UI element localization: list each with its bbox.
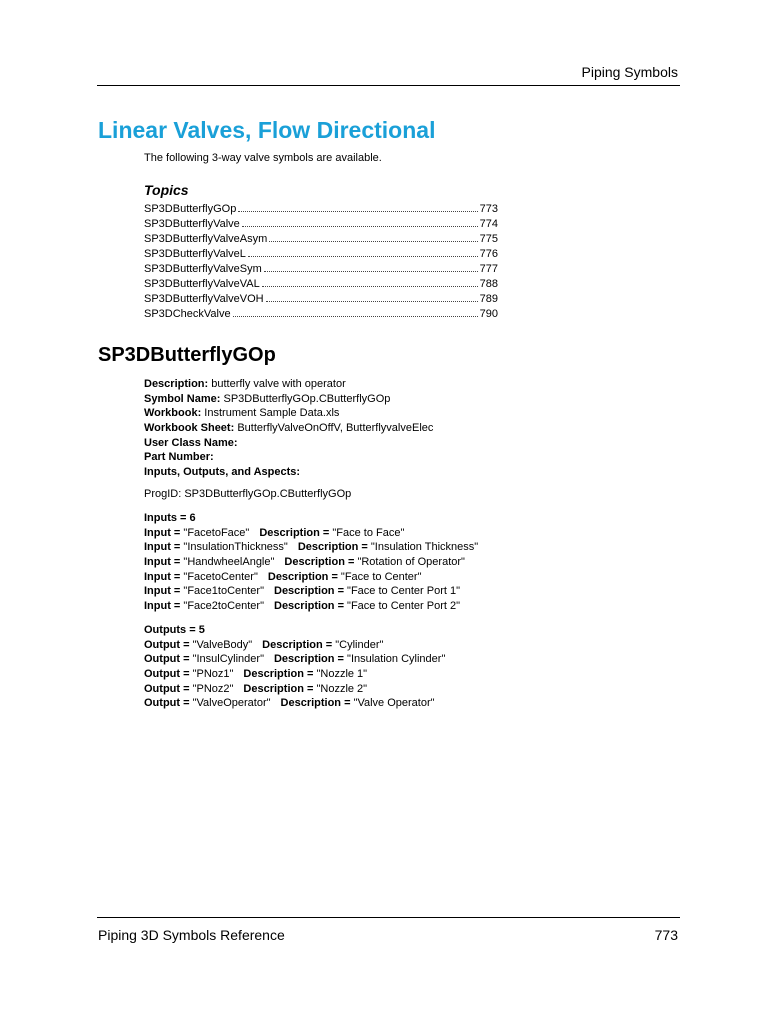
description-keyword: Description = [274,585,344,598]
description-value: "Face to Center Port 1" [344,585,461,598]
toc-entry-label: SP3DButterflyValve [144,218,240,230]
topics-list [144,201,498,321]
description-value: "Nozzle 2" [313,682,368,695]
input-row [144,570,478,585]
page-number: 773 [654,927,678,943]
toc-entry-page: 775 [479,233,498,245]
toc-entry-label: SP3DButterflyValveVOH [144,293,264,305]
outputs-heading: Outputs = 5 [144,624,205,636]
input-value: "FacetoFace" [180,526,250,539]
input-row [144,584,478,599]
description-keyword: Description = [259,526,330,539]
description-value: "Cylinder" [332,638,384,651]
footer-rule [97,917,680,918]
description-keyword: Description = [297,541,368,554]
output-value: "ValveOperator" [189,697,271,710]
description-value: "Nozzle 1" [313,668,368,681]
input-row [144,526,478,541]
topics-heading: Topics [144,182,189,198]
toc-entry-page: 776 [479,248,498,260]
input-value: "Face1toCenter" [180,585,264,598]
description-value: "Insulation Thickness" [367,541,479,554]
toc-leader-dots [266,291,478,302]
toc-entry-page: 774 [479,218,498,230]
input-row [144,540,478,555]
input-keyword: Input = [144,541,181,554]
property-row [144,421,433,436]
toc-entry-page: 773 [479,203,498,215]
input-keyword: Input = [144,526,181,539]
toc-entry[interactable] [144,231,498,246]
output-value: "PNoz2" [189,682,234,695]
output-row [144,696,445,711]
toc-entry[interactable] [144,201,498,216]
property-value: ButterflyValveOnOffV, ButterflyvalveElec [234,422,434,435]
description-value: "Face to Center" [337,570,422,583]
toc-entry-page: 789 [479,293,498,305]
header-rule [97,85,680,86]
property-row [144,465,433,480]
description-value: "Rotation of Operator" [354,556,465,569]
description-value: "Insulation Cylinder" [343,653,446,666]
toc-leader-dots [264,261,478,272]
chapter-title: Linear Valves, Flow Directional [98,117,436,143]
input-keyword: Input = [144,600,181,613]
input-keyword: Input = [144,570,181,583]
toc-entry-page: 788 [479,278,498,290]
output-keyword: Output = [144,638,190,651]
description-value: "Face to Center Port 2" [344,600,461,613]
toc-leader-dots [269,231,477,242]
description-keyword: Description = [243,682,314,695]
property-row [144,450,433,465]
property-label: User Class Name: [144,436,238,449]
property-label: Workbook: [144,407,202,420]
description-keyword: Description = [243,668,314,681]
running-header: Piping Symbols [581,64,678,80]
property-value: butterfly valve with operator [208,378,346,390]
property-label: Part Number: [144,451,214,464]
input-row [144,599,478,614]
property-label: Symbol Name: [144,392,221,405]
toc-entry-label: SP3DCheckValve [144,308,231,320]
description-keyword: Description = [267,570,338,583]
description-keyword: Description = [273,653,344,666]
output-keyword: Output = [144,682,190,695]
toc-entry[interactable] [144,306,498,321]
output-row [144,638,445,653]
property-label: Description: [144,378,209,390]
toc-leader-dots [238,201,477,212]
input-row [144,555,478,570]
property-value: Instrument Sample Data.xls [201,407,340,420]
description-value: "Valve Operator" [350,697,435,710]
input-keyword: Input = [144,585,181,598]
description-keyword: Description = [280,697,351,710]
description-value: "Face to Face" [329,526,405,539]
toc-entry[interactable] [144,246,498,261]
property-row [144,436,433,451]
footer-title: Piping 3D Symbols Reference [98,927,285,943]
property-label: Inputs, Outputs, and Aspects: [144,466,301,479]
progid-line: ProgID: SP3DButterflyGOp.CButterflyGOp [144,488,352,500]
toc-entry[interactable] [144,216,498,231]
outputs-block [144,623,445,711]
property-row [144,377,433,392]
output-value: "ValveBody" [189,638,253,651]
input-value: "Face2toCenter" [180,600,264,613]
output-keyword: Output = [144,697,190,710]
property-value: SP3DButterflyGOp.CButterflyGOp [220,392,391,405]
output-keyword: Output = [144,668,190,681]
symbol-properties [144,377,433,480]
toc-entry[interactable] [144,261,498,276]
output-row [144,682,445,697]
toc-leader-dots [248,246,478,257]
toc-entry-label: SP3DButterflyGOp [144,203,237,215]
toc-entry-page: 777 [479,263,498,275]
input-value: "InsulationThickness" [180,541,288,554]
description-keyword: Description = [274,600,344,613]
output-row [144,652,445,667]
toc-entry-label: SP3DButterflyValveL [144,248,246,260]
toc-entry-label: SP3DButterflyValveSym [144,263,262,275]
input-value: "HandwheelAngle" [180,556,275,569]
toc-entry-label: SP3DButterflyValveVAL [144,278,260,290]
section-title: SP3DButterflyGOp [98,344,276,366]
toc-entry-page: 790 [479,308,498,320]
output-value: "InsulCylinder" [189,653,264,666]
toc-leader-dots [242,216,478,227]
property-label: Workbook Sheet: [144,422,235,435]
description-keyword: Description = [284,556,355,569]
property-row [144,392,433,407]
inputs-heading: Inputs = 6 [144,512,196,524]
output-keyword: Output = [144,653,190,666]
input-keyword: Input = [144,556,181,569]
chapter-intro: The following 3-way valve symbols are available. [144,152,382,164]
toc-entry[interactable] [144,291,498,306]
inputs-block [144,511,478,614]
description-keyword: Description = [262,638,333,651]
toc-entry-label: SP3DButterflyValveAsym [144,233,268,245]
toc-leader-dots [262,276,478,287]
toc-entry[interactable] [144,276,498,291]
output-row [144,667,445,682]
output-value: "PNoz1" [189,668,234,681]
toc-leader-dots [233,306,478,317]
property-row [144,406,433,421]
input-value: "FacetoCenter" [180,570,258,583]
